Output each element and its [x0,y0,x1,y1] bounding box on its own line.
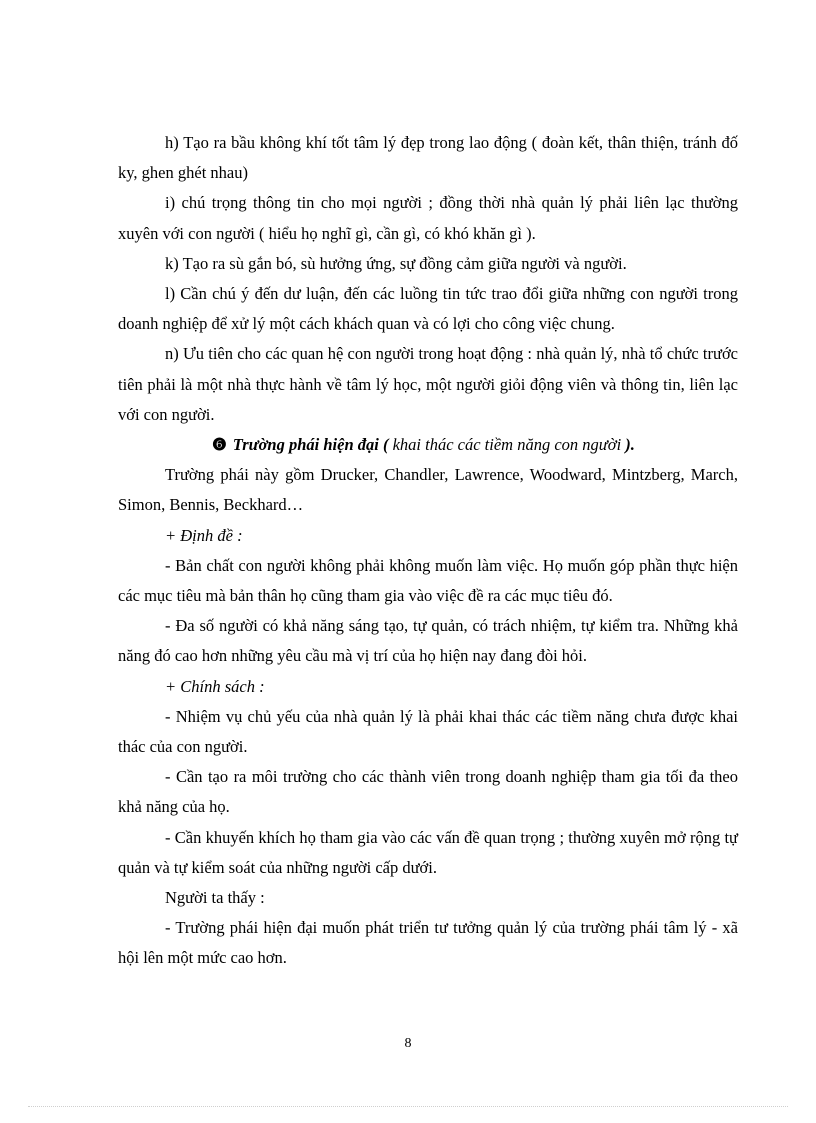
dinh-de-item: - Đa số người có khả năng sáng tạo, tự quản, có trách nhiệm, tự kiểm tra. Những khả năng đó cao hơn những yêu cầu mà vị trí của họ hiện nay đang đòi hỏi. [118,616,738,666]
section-title-bold: Trường phái hiện đại ( [232,435,389,455]
paragraph-h: h) Tạo ra bầu không khí tốt tâm lý đẹp trong lao động ( đoàn kết, thân thiện, tránh đố ky, ghen ghét nhau) [118,133,738,183]
nguoi-ta-thay-item: - Trường phái hiện đại muốn phát triển tư tưởng quản lý của trường phái tâm lý - xã hội lên một mức cao hơn. [118,918,738,968]
paragraph-l: l) Cần chú ý đến dư luận, đến các luồng tin tức trao đổi giữa những con người trong doanh nghiệp để xử lý một cách khách quan và có lợi cho công việc chung. [118,284,738,334]
number-six-icon: ❻ [212,435,227,455]
footer-divider [28,1106,788,1107]
paragraph-k: k) Tạo ra sù gắn bó, sù hưởng ứng, sự đồng cảm giữa người và người. [165,253,627,273]
page-number: 8 [404,1036,412,1051]
chinh-sach-item: - Cần tạo ra môi trường cho các thành viên trong doanh nghiệp tham gia tối đa theo khả năng của họ. [118,767,738,817]
section-title-end: ). [625,435,635,455]
dinh-de-label: + Định đề : [165,525,243,545]
paragraph-n: n) Ưu tiên cho các quan hệ con người trong hoạt động : nhà quản lý, nhà tổ chức trước tiên phải là một nhà thực hành về tâm lý học, một người giỏi động viên và thông tin, liên lạc với con người. [118,344,738,424]
section-title-italic: khai thác các tiềm năng con người [388,435,626,455]
nguoi-ta-thay-label: Người ta thấy : [165,888,265,908]
section-heading [118,430,738,460]
dinh-de-item: - Bản chất con người không phải không muốn làm việc. Họ muốn góp phần thực hiện các mục tiêu mà bản thân họ cũng tham gia vào việc đề ra các mục tiêu đó. [118,555,738,606]
members-paragraph: Trường phái này gồm Drucker, Chandler, Lawrence, Woodward, Mintzberg, March, Simon, Bennis, Beckhard… [118,465,738,515]
paragraph-i: i) chú trọng thông tin cho mọi người ; đồng thời nhà quản lý phải liên lạc thường xuyên với con người ( hiểu họ nghĩ gì, cần gì, có khó khăn gì ). [118,193,738,243]
chinh-sach-label: + Chính sách : [165,676,265,696]
chinh-sach-item: - Cần khuyến khích họ tham gia vào các vấn đề quan trọng ; thường xuyên mở rộng tự quản và tự kiểm soát của những người cấp dưới. [118,827,738,877]
page-body [118,128,738,974]
chinh-sach-item: - Nhiệm vụ chủ yếu của nhà quản lý là phải khai thác các tiềm năng chưa được khai thác của con người. [118,706,738,757]
